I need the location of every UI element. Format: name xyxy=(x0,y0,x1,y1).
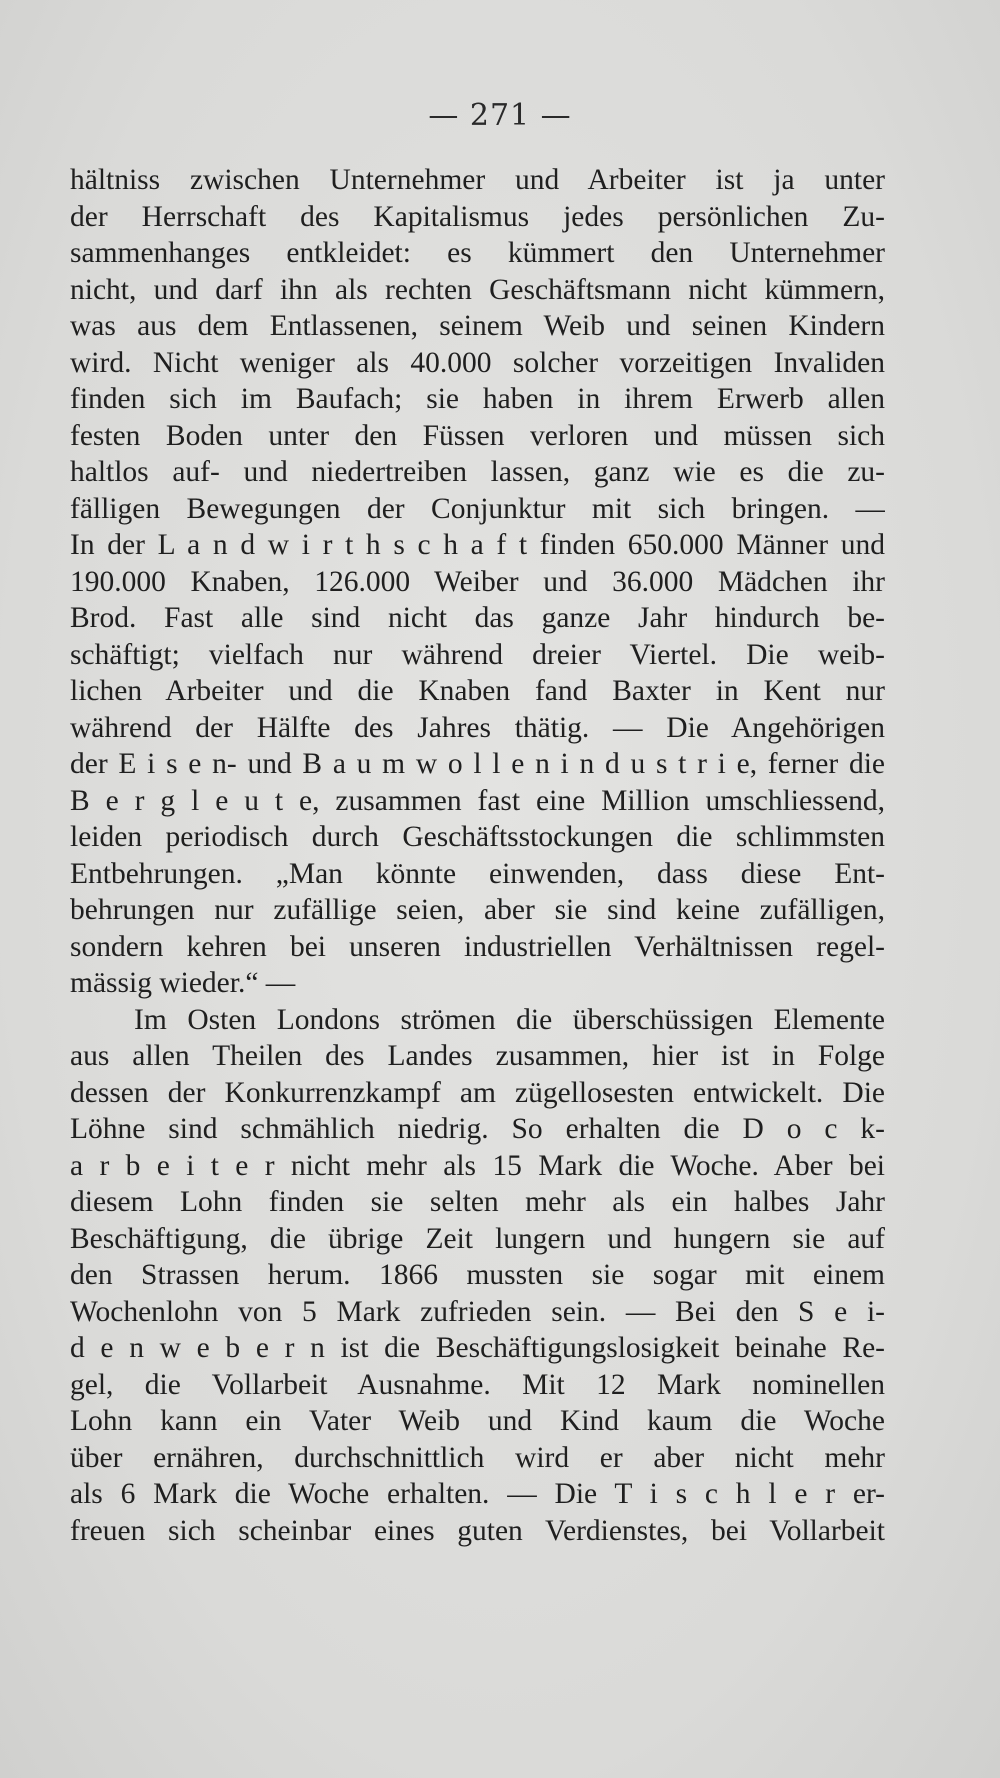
text-line: a r b e i t e r nicht mehr als 15 Mark die Woche. Aber bei xyxy=(70,1149,885,1182)
text-line: Brod. Fast alle sind nicht das ganze Jahr hindurch be- xyxy=(70,602,885,634)
text-line: während der Hälfte des Jahres thätig. — Die Angehörigen xyxy=(70,711,885,744)
text-line: freuen sich scheinbar eines guten Verdienstes, bei Vollarbeit xyxy=(70,1514,885,1547)
text-line: haltlos auf- und niedertreiben lassen, ganz wie es die zu- xyxy=(70,456,885,488)
text-line: gel, die Vollarbeit Ausnahme. Mit 12 Mark nominellen xyxy=(70,1368,885,1401)
page-number: — 271 — xyxy=(428,98,572,133)
text-line: In der L a n d w i r t h s c h a f t finden 650.000 Männer und xyxy=(70,529,885,561)
text-line: 190.000 Knaben, 126.000 Weiber und 36.000 Mädchen ihr xyxy=(70,565,885,598)
text-line: festen Boden unter den Füssen verloren und müssen sich xyxy=(70,419,885,452)
text-line: schäftigt; vielfach nur während dreier Viertel. Die weib- xyxy=(70,638,885,671)
text-line: lichen Arbeiter und die Knaben fand Baxter in Kent nur xyxy=(70,675,885,707)
text-line: d e n w e b e r n ist die Beschäftigungslosigkeit beinahe Re- xyxy=(70,1332,885,1364)
text-line: aus allen Theilen des Landes zusammen, hier ist in Folge xyxy=(70,1040,885,1072)
text-line: dessen der Konkurrenzkampf am zügellosesten entwickelt. Die xyxy=(70,1076,885,1109)
text-line: über ernähren, durchschnittlich wird er aber nicht mehr xyxy=(70,1441,885,1474)
body-text xyxy=(70,162,885,1549)
text-line: Lohn kann ein Vater Weib und Kind kaum die Woche xyxy=(70,1405,885,1437)
text-line: der Herrschaft des Kapitalismus jedes persönlichen Zu- xyxy=(70,200,885,233)
text-line: leiden periodisch durch Geschäftsstockungen die schlimmsten xyxy=(70,821,885,853)
text-line: was aus dem Entlassenen, seinem Weib und seinen Kindern xyxy=(70,310,885,342)
text-line: Beschäftigung, die übrige Zeit lungern und hungern sie auf xyxy=(70,1222,885,1255)
text-line: der E i s e n- und B a u m w o l l e n i n d u s t r i e, ferner die xyxy=(70,748,885,780)
text-line: wird. Nicht weniger als 40.000 solcher vorzeitigen Invaliden xyxy=(70,346,885,379)
text-line: diesem Lohn finden sie selten mehr als ein halbes Jahr xyxy=(70,1186,885,1218)
text-line-paragraph-start: Im Osten Londons strömen die überschüssigen Elemente xyxy=(134,1003,885,1036)
text-line: als 6 Mark die Woche erhalten. — Die T i s c h l e r er- xyxy=(70,1478,885,1510)
text-line: nicht, und darf ihn als rechten Geschäftsmann nicht kümmern, xyxy=(70,273,885,306)
text-line: B e r g l e u t e, zusammen fast eine Million umschliessend, xyxy=(70,784,885,817)
text-line: den Strassen herum. 1866 mussten sie sogar mit einem xyxy=(70,1259,885,1291)
text-line: hältniss zwischen Unternehmer und Arbeiter ist ja unter xyxy=(70,164,885,196)
text-line: behrungen nur zufällige seien, aber sie sind keine zufälligen, xyxy=(70,894,885,926)
text-line: fälligen Bewegungen der Conjunktur mit sich bringen. — xyxy=(70,492,885,525)
text-line: sammenhanges entkleidet: es kümmert den Unternehmer xyxy=(70,237,885,269)
text-line-paragraph-end: mässig wieder.“ — xyxy=(70,967,296,999)
text-line: Wochenlohn von 5 Mark zufrieden sein. — Bei den S e i- xyxy=(70,1295,885,1328)
text-line: Löhne sind schmählich niedrig. So erhalten die D o c k- xyxy=(70,1113,885,1145)
text-line: sondern kehren bei unseren industriellen Verhältnissen regel- xyxy=(70,930,885,963)
text-line: Entbehrungen. „Man könnte einwenden, dass diese Ent- xyxy=(70,857,885,890)
text-line: finden sich im Baufach; sie haben in ihrem Erwerb allen xyxy=(70,383,885,415)
